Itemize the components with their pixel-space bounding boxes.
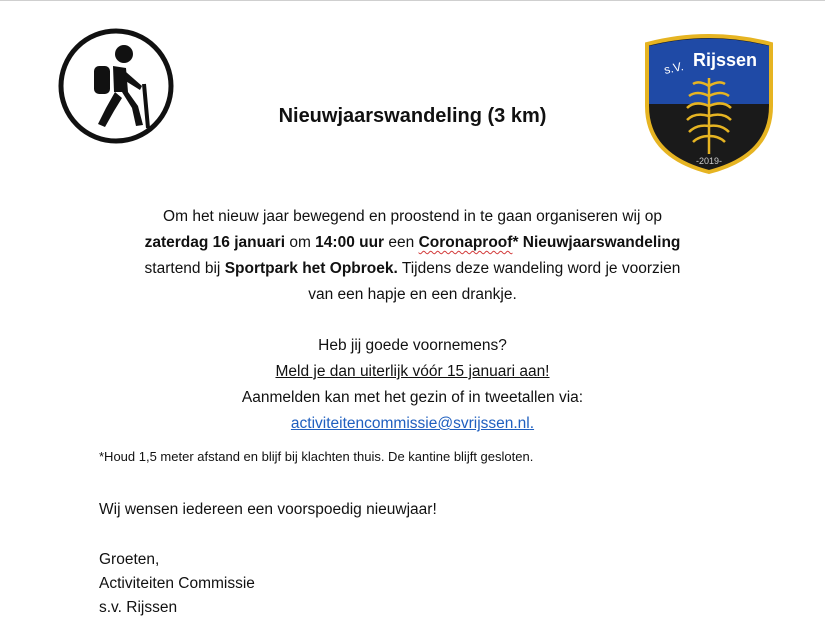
signup-email-line: activiteitencommissie@svrijssen.nl. xyxy=(290,415,535,432)
new-year-wish: Wij wensen iedereen een voorspoedig nieuwjaar! xyxy=(99,501,437,518)
event-location: Sportpark het Opbroek. xyxy=(224,260,398,277)
logo-prefix: s.V. xyxy=(662,59,685,77)
email-link[interactable]: activiteitencommissie@svrijssen.nl xyxy=(290,415,530,432)
logo-name: Rijssen xyxy=(693,50,758,70)
event-date: zaterdag 16 januari xyxy=(144,234,286,251)
page-title: Nieuwjaarswandeling (3 km) xyxy=(278,105,547,127)
event-time: 14:00 uur xyxy=(315,234,385,251)
signoff-team: Activiteiten Commissie xyxy=(99,575,255,592)
intro-section xyxy=(0,204,825,437)
signup-deadline: Meld je dan uiterlijk vóór 15 januari aan! xyxy=(275,363,550,380)
signup-question: Heb jij goede voornemens? xyxy=(318,337,507,354)
signoff-greeting: Groeten, xyxy=(99,551,160,568)
intro-line-2: zaterdag 16 januari om 14:00 uur een Coronaproof* Nieuwjaarswandeling xyxy=(144,234,681,251)
intro-line-4: van een hapje en een drankje. xyxy=(308,286,517,303)
coronaproof-word: Coronaproof xyxy=(418,234,513,251)
signup-via: Aanmelden kan met het gezin of in tweetallen via: xyxy=(241,389,584,406)
logo-year: -2019- xyxy=(695,156,723,166)
event-name: * Nieuwjaarswandeling xyxy=(512,234,681,251)
signoff-club: s.v. Rijssen xyxy=(99,599,178,616)
intro-line-1: Om het nieuw jaar bewegend en proostend in te gaan organiseren wij op xyxy=(163,208,662,225)
intro-line-3: startend bij Sportpark het Opbroek. Tijdens deze wandeling word je voorzien xyxy=(144,260,681,277)
signoff xyxy=(99,548,255,620)
corona-note: *Houd 1,5 meter afstand en blijf bij klachten thuis. De kantine blijft gesloten. xyxy=(99,449,534,464)
